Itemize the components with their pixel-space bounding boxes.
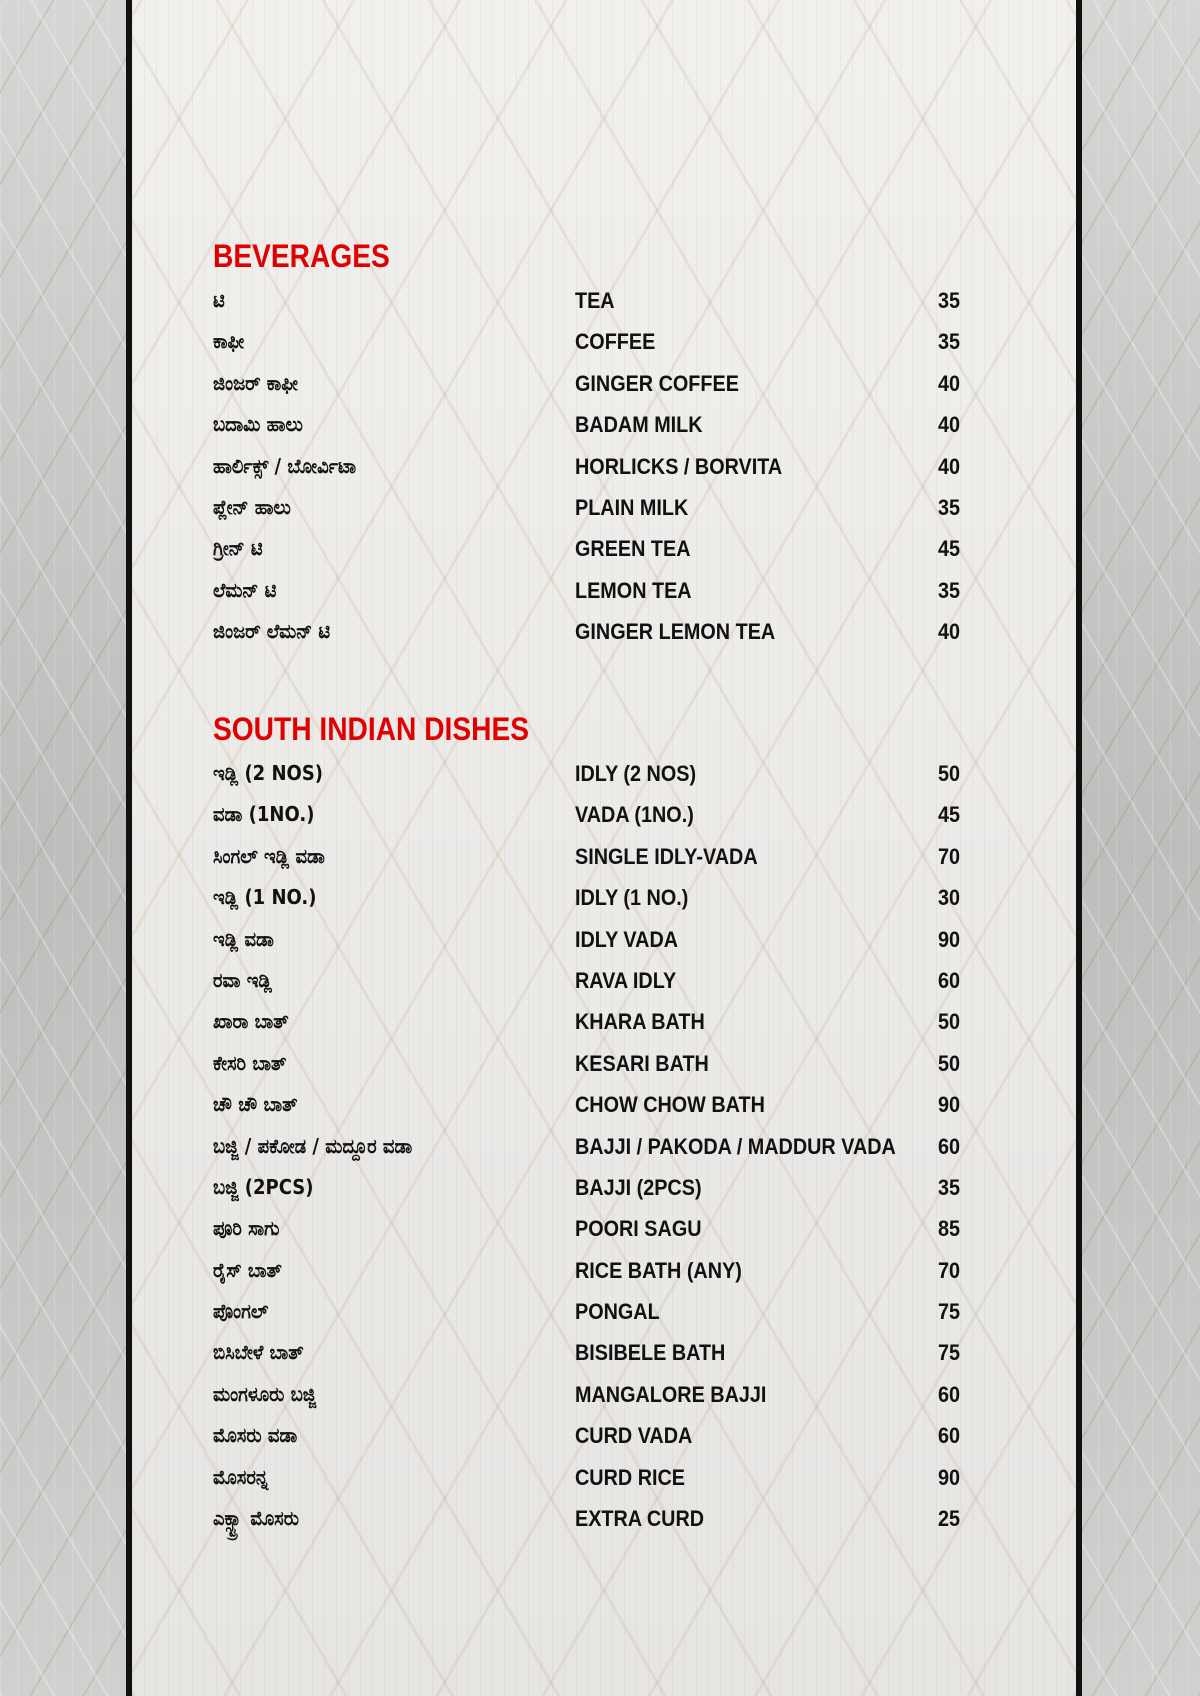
menu-row (0, 1084, 1200, 1125)
item-price: 40 (938, 370, 961, 396)
item-name-english: EXTRA CURD (575, 1506, 705, 1532)
menu-row (0, 1374, 1200, 1415)
item-name-kannada: ಇಡ್ಲಿ (1 NO.) (213, 885, 317, 910)
menu-row (0, 1332, 1200, 1373)
item-price: 70 (938, 843, 961, 869)
item-name-english: GINGER LEMON TEA (575, 619, 776, 645)
item-name-english: IDLY VADA (575, 926, 679, 952)
item-name-kannada: ಜಿಂಜರ್ ಕಾಫೀ (213, 370, 298, 395)
item-name-english: TEA (575, 288, 615, 313)
menu-row (0, 1291, 1200, 1332)
item-price: 60 (938, 967, 961, 993)
item-name-kannada: ಸಿಂಗಲ್ ಇಡ್ಲಿ ವಡಾ (213, 843, 325, 868)
item-name-english: COFFEE (575, 329, 656, 355)
item-price: 50 (938, 1009, 961, 1035)
item-name-english: GINGER COFFEE (575, 370, 739, 396)
menu-row (0, 321, 1200, 362)
item-price: 75 (938, 1299, 961, 1325)
item-name-english: KESARI BATH (575, 1050, 709, 1076)
item-name-kannada: ಮಂಗಳೂರು ಬಜ್ಜಿ (213, 1381, 317, 1406)
item-name-kannada: ಪೂರಿ ಸಾಗು (213, 1216, 280, 1241)
item-name-english: HORLICKS / BORVITA (575, 453, 783, 479)
item-name-english: CURD VADA (575, 1423, 693, 1449)
item-price: 35 (938, 577, 961, 603)
item-name-english: BAJJI (2PCS) (575, 1174, 702, 1200)
menu-row (0, 528, 1200, 569)
menu-row (0, 960, 1200, 1001)
item-name-kannada: ಬದಾಮಿ ಹಾಲು (213, 412, 303, 437)
item-price: 25 (938, 1506, 961, 1532)
menu-row (0, 1126, 1200, 1167)
menu-row (0, 570, 1200, 611)
menu-row (0, 446, 1200, 487)
item-name-english: SINGLE IDLY-VADA (575, 843, 758, 869)
item-price: 35 (938, 1174, 961, 1200)
item-name-kannada: ಚೌ ಚೌ ಬಾತ್ (213, 1092, 298, 1117)
item-price: 50 (938, 761, 961, 786)
item-price: 50 (938, 1050, 961, 1076)
menu-row (0, 1043, 1200, 1084)
item-name-kannada: ಖಾರಾ ಬಾತ್ (213, 1009, 289, 1034)
item-name-english: IDLY (2 NOS) (575, 761, 697, 786)
item-price: 40 (938, 453, 961, 479)
menu-row (0, 836, 1200, 877)
item-name-kannada: ಪ್ಲೇನ್ ಹಾಲು (213, 494, 291, 519)
item-price: 30 (938, 885, 961, 911)
menu-row (0, 753, 1200, 794)
menu-row (0, 487, 1200, 528)
item-price: 60 (938, 1381, 961, 1407)
menu-row (0, 1208, 1200, 1249)
menu-row (0, 1167, 1200, 1208)
item-name-kannada: ಪೊಂಗಲ್ (213, 1299, 269, 1324)
item-name-english: MANGALORE BAJJI (575, 1381, 767, 1407)
item-name-english: PLAIN MILK (575, 494, 689, 520)
item-price: 90 (938, 1092, 961, 1118)
menu-row (0, 877, 1200, 918)
menu-row (0, 1001, 1200, 1042)
item-name-kannada: ಮೊಸರು ವಡಾ (213, 1423, 298, 1448)
item-price: 60 (938, 1423, 961, 1449)
menu-row (0, 1250, 1200, 1291)
item-name-english: CURD RICE (575, 1464, 686, 1490)
menu-row (0, 919, 1200, 960)
item-name-kannada: ಬಜ್ಜಿ (2PCS) (213, 1174, 314, 1199)
item-name-kannada: ಕೇಸರಿ ಬಾತ್ (213, 1050, 287, 1075)
item-name-english: IDLY (1 NO.) (575, 885, 689, 911)
item-name-kannada: ಟಿ (213, 288, 225, 312)
item-price: 35 (938, 329, 961, 355)
item-name-english: GREEN TEA (575, 536, 691, 562)
item-name-english: BISIBELE BATH (575, 1340, 726, 1366)
item-name-kannada: ಕಾಫೀ (213, 329, 245, 354)
item-name-kannada: ಲೆಮನ್ ಟಿ (213, 577, 277, 602)
item-price: 40 (938, 619, 961, 645)
menu-row (0, 404, 1200, 445)
menu-row (0, 1457, 1200, 1498)
menu-row (0, 1415, 1200, 1456)
item-name-english: RICE BATH (ANY) (575, 1257, 742, 1283)
item-price: 35 (938, 494, 961, 520)
item-price: 60 (938, 1133, 961, 1159)
item-name-kannada: ಮೊಸರನ್ನ (213, 1464, 269, 1489)
item-price: 45 (938, 802, 961, 828)
item-name-english: BADAM MILK (575, 412, 703, 438)
item-name-kannada: ಜಿಂಜರ್ ಲೆಮನ್ ಟಿ (213, 619, 331, 644)
menu-row (0, 611, 1200, 652)
menu-row (0, 363, 1200, 404)
item-price: 90 (938, 926, 961, 952)
item-price: 40 (938, 412, 961, 438)
item-name-english: PONGAL (575, 1299, 660, 1325)
item-name-kannada: ವಡಾ (1NO.) (213, 802, 315, 827)
item-name-english: VADA (1NO.) (575, 802, 694, 828)
item-name-kannada: ಇಡ್ಲಿ (2 NOS) (213, 761, 324, 785)
item-name-kannada: ಎಕ್ಸ್ಟ್ರಾ ಮೊಸರು (213, 1506, 299, 1531)
item-name-english: KHARA BATH (575, 1009, 705, 1035)
item-name-english: BAJJI / PAKODA / MADDUR VADA (575, 1133, 896, 1159)
item-name-english: POORI SAGU (575, 1216, 702, 1242)
item-name-kannada: ಇಡ್ಲಿ ವಡಾ (213, 926, 274, 951)
south-indian-dishes-list (0, 753, 1200, 1539)
item-name-kannada: ಬಿಸಿಬೇಳೆ ಬಾತ್ (213, 1340, 304, 1365)
item-name-kannada: ಬಜ್ಜಿ / ಪಕೋಡ / ಮದ್ದೂರ ವಡಾ (213, 1133, 413, 1158)
item-name-kannada: ಗ್ರೀನ್ ಟಿ (213, 536, 263, 561)
menu-row (0, 280, 1200, 321)
item-price: 45 (938, 536, 961, 562)
item-price: 90 (938, 1464, 961, 1490)
section-title-beverages: BEVERAGES (213, 238, 390, 274)
section-title-south-indian-dishes: SOUTH INDIAN DISHES (213, 711, 530, 747)
item-name-english: RAVA IDLY (575, 967, 677, 993)
item-name-kannada: ರವಾ ಇಡ್ಲಿ (213, 967, 272, 992)
item-price: 35 (938, 288, 961, 313)
item-name-english: CHOW CHOW BATH (575, 1092, 765, 1118)
beverages-list (0, 280, 1200, 653)
menu-row (0, 1498, 1200, 1539)
item-name-english: LEMON TEA (575, 577, 692, 603)
item-name-kannada: ರೈಸ್ ಬಾತ್ (213, 1257, 282, 1282)
item-price: 70 (938, 1257, 961, 1283)
item-name-kannada: ಹಾರ್ಲಿಕ್ಸ್ / ಬೋರ್ವಿಟಾ (213, 453, 357, 478)
item-price: 85 (938, 1216, 961, 1242)
item-price: 75 (938, 1340, 961, 1366)
menu-row (0, 794, 1200, 835)
